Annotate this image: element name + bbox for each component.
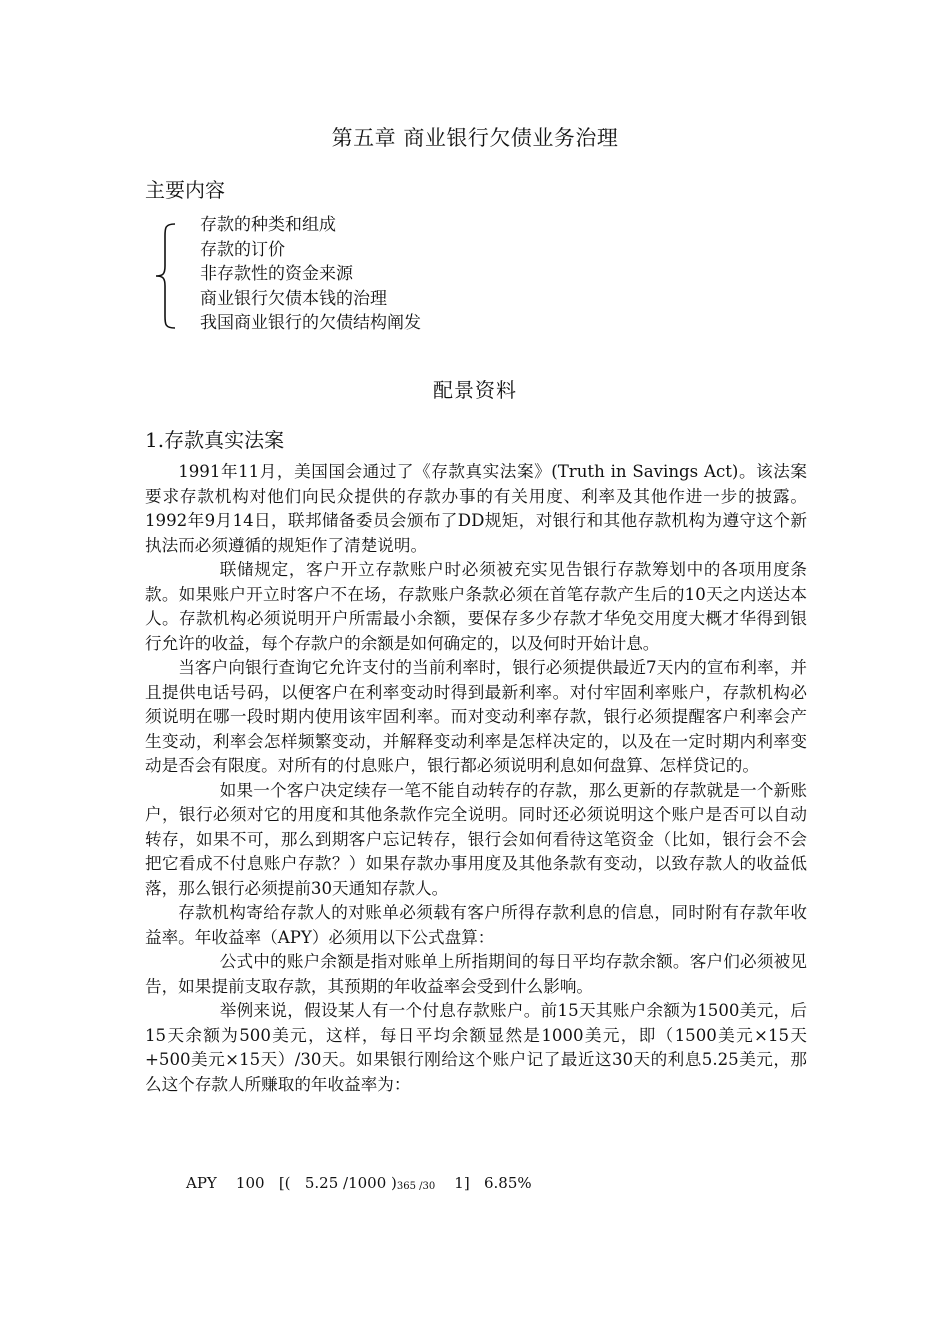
curly-brace-icon xyxy=(153,222,181,330)
paragraph: 公式中的账户余额是指对账单上所指期间的每日平均存款余额。客户们必须被见告，如果提前支取存款，其预期的年收益率会受到什么影响。 xyxy=(145,952,807,996)
paragraph: 存款机构寄给存款人的对账单必须载有客户所得存款利息的信息，同时附有存款年收益率。年收益率（APY）必须用以下公式盘算： xyxy=(145,903,807,947)
paragraph: 当客户向银行查询它允许支付的当前利率时，银行必须提供最近7天内的宣布利率，并且提供电话号码，以便客户在利率变动时得到最新利率。对付牢固利率账户，存款机构必须说明在哪一段时期内使用该牢固利率。而对变动利率存款，银行必须提醒客户利率会产生变动，利率会怎样频繁变动，并解释变动利率是怎样决定的，以及在一定时期内利率变动是否会有限度。对所有的付息账户，银行都必须说明利息如何盘算、怎样贷记的。 xyxy=(145,658,807,775)
outline-item: 商业银行欠债本钱的治理 xyxy=(200,288,387,309)
paragraph: 举例来说，假设某人有一个付息存款账户。前15天其账户余额为1500美元，后15天余额为500美元，这样，每日平均余额显然是1000美元，即（1500美元×15天+500美元×15天）/30天。如果银行刚给这个账户记了最近这30天的利息5.25美元，那么这个存款人所赚取的年收益率为： xyxy=(145,1001,807,1094)
apy-formula xyxy=(186,1174,532,1192)
outline-item: 非存款性的资金来源 xyxy=(200,264,353,284)
section-title: 配景资料 xyxy=(433,378,517,402)
outline-heading: 主要内容 xyxy=(145,178,225,202)
formula-main: APY 100 [( 5.25 /1000 ) xyxy=(186,1174,397,1192)
outline-item: 存款的种类和组成 xyxy=(200,215,336,235)
body-text xyxy=(145,460,807,1097)
formula-tail: 1] 6.85% xyxy=(435,1174,532,1192)
paragraph: 如果一个客户决定续存一笔不能自动转存的存款，那么更新的存款就是一个新账户，银行必须对它的用度和其他条款作完全说明。同时还必须说明这个账户是否可以自动转存，如果不可，那么到期客户忘记转存，银行会如何看待这笔资金（比如，银行会不会把它看成不付息账户存款？）如果存款办事用度及其他条款有变动，以致存款人的收益低落，那么银行必须提前30天通知存款人。 xyxy=(145,780,807,898)
paragraph: 1991年11月，美国国会通过了《存款真实法案》(Truth in Savings Act)。该法案要求存款机构对他们向民众提供的存款办事的有关用度、利率及其他作进一步的披露。1992年9月14日，联邦储备委员会颁布了DD规矩，对银行和其他存款机构为遵守这个新执法而必须遵循的规矩作了清楚说明。 xyxy=(145,462,807,555)
formula-exponent: 365 /30 xyxy=(396,1181,436,1192)
chapter-title: 第五章 商业银行欠债业务治理 xyxy=(331,126,619,150)
outline-list xyxy=(200,213,421,336)
subsection-title: 1.存款真实法案 xyxy=(145,428,285,452)
paragraph: 联储规定，客户开立存款账户时必须被充实见告银行存款筹划中的各项用度条款。如果账户开立时客户不在场，存款账户条款必须在首笔存款产生后的10天之内送达本人。存款机构必须说明开户所需最小余额，要保存多少存款才华免交用度大概才华得到银行允许的收益，每个存款户的余额是如何确定的，以及何时开始计息。 xyxy=(145,560,807,653)
outline-item: 我国商业银行的欠债结构阐发 xyxy=(200,313,421,333)
outline-item: 存款的订价 xyxy=(200,239,285,260)
